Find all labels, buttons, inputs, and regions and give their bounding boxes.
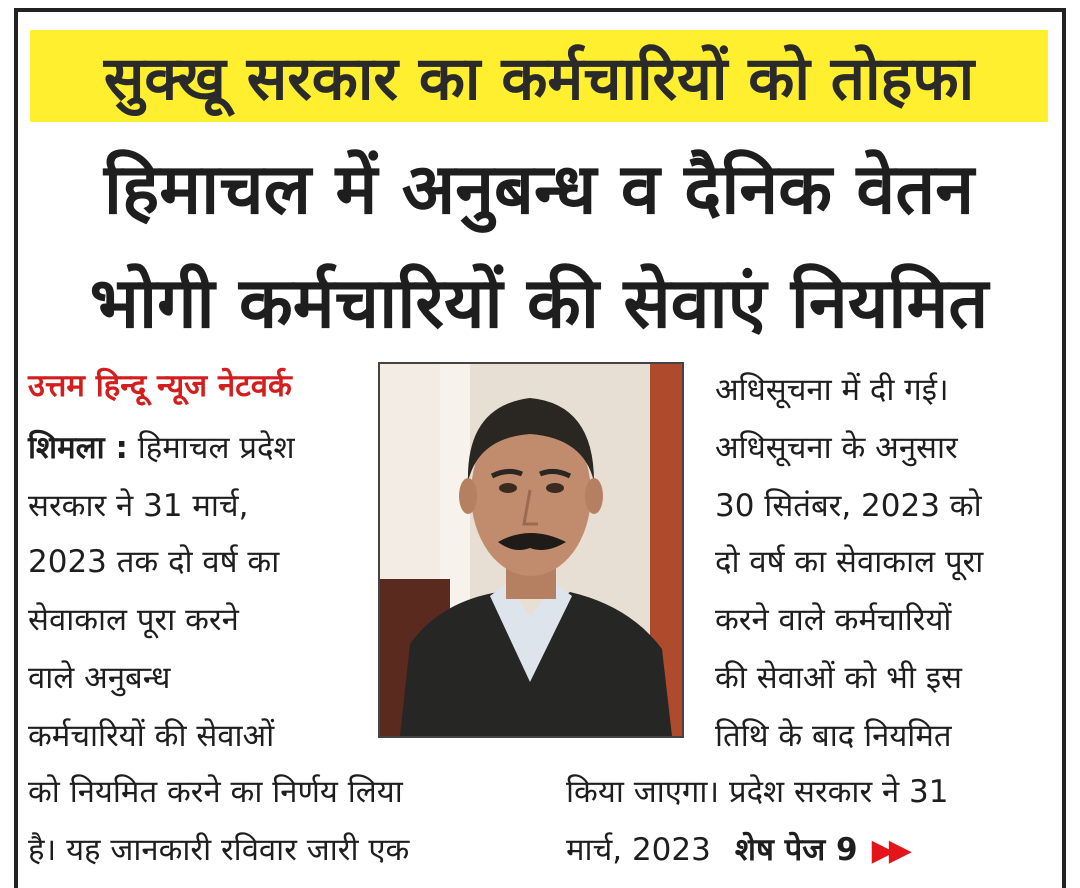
kicker-banner: सुक्खू सरकार का कर्मचारियों को तोहफा bbox=[30, 30, 1048, 122]
body-line: कर्मचारियों की सेवाओं bbox=[28, 718, 275, 754]
body-line: किया जाएगा। प्रदेश सरकार ने 31 bbox=[566, 774, 949, 810]
body-line-last bbox=[566, 828, 906, 870]
body-text: हिमाचल प्रदेश bbox=[127, 430, 295, 466]
dateline-place: शिमला : bbox=[28, 430, 128, 466]
headline-line-1: हिमाचल में अनुबन्ध व दैनिक वेतन bbox=[103, 148, 975, 230]
body-line: को नियमित करने का निर्णय लिया bbox=[28, 774, 403, 810]
body-line: दो वर्ष का सेवाकाल पूरा bbox=[715, 544, 984, 580]
body-line: सरकार ने 31 मार्च, bbox=[28, 488, 249, 524]
body-text: मार्च, 2023 bbox=[566, 832, 711, 868]
body-line: तिथि के बाद नियमित bbox=[715, 718, 952, 754]
portrait-illustration bbox=[380, 364, 682, 736]
portrait-photo bbox=[378, 362, 684, 738]
body-line: 30 सितंबर, 2023 को bbox=[715, 488, 982, 524]
body-line: वाले अनुबन्ध bbox=[28, 660, 171, 696]
body-line: की सेवाओं को भी इस bbox=[715, 660, 962, 696]
body-line: करने वाले कर्मचारियों bbox=[715, 602, 952, 638]
body-line: है। यह जानकारी रविवार जारी एक bbox=[28, 832, 410, 868]
headline-line-2: भोगी कर्मचारियों की सेवाएं नियमित bbox=[89, 262, 989, 344]
body-line: सेवाकाल पूरा करने bbox=[28, 602, 239, 638]
continued-on-page[interactable]: शेष पेज 9 bbox=[734, 832, 858, 868]
body-line bbox=[28, 426, 295, 468]
body-line: अधिसूचना में दी गई। bbox=[715, 372, 949, 408]
double-play-arrow-icon[interactable]: ▶▶ bbox=[871, 833, 906, 868]
body-line: अधिसूचना के अनुसार bbox=[715, 430, 958, 466]
body-line: 2023 तक दो वर्ष का bbox=[28, 544, 280, 580]
byline: उत्तम हिन्दू न्यूज नेटवर्क bbox=[28, 368, 292, 404]
